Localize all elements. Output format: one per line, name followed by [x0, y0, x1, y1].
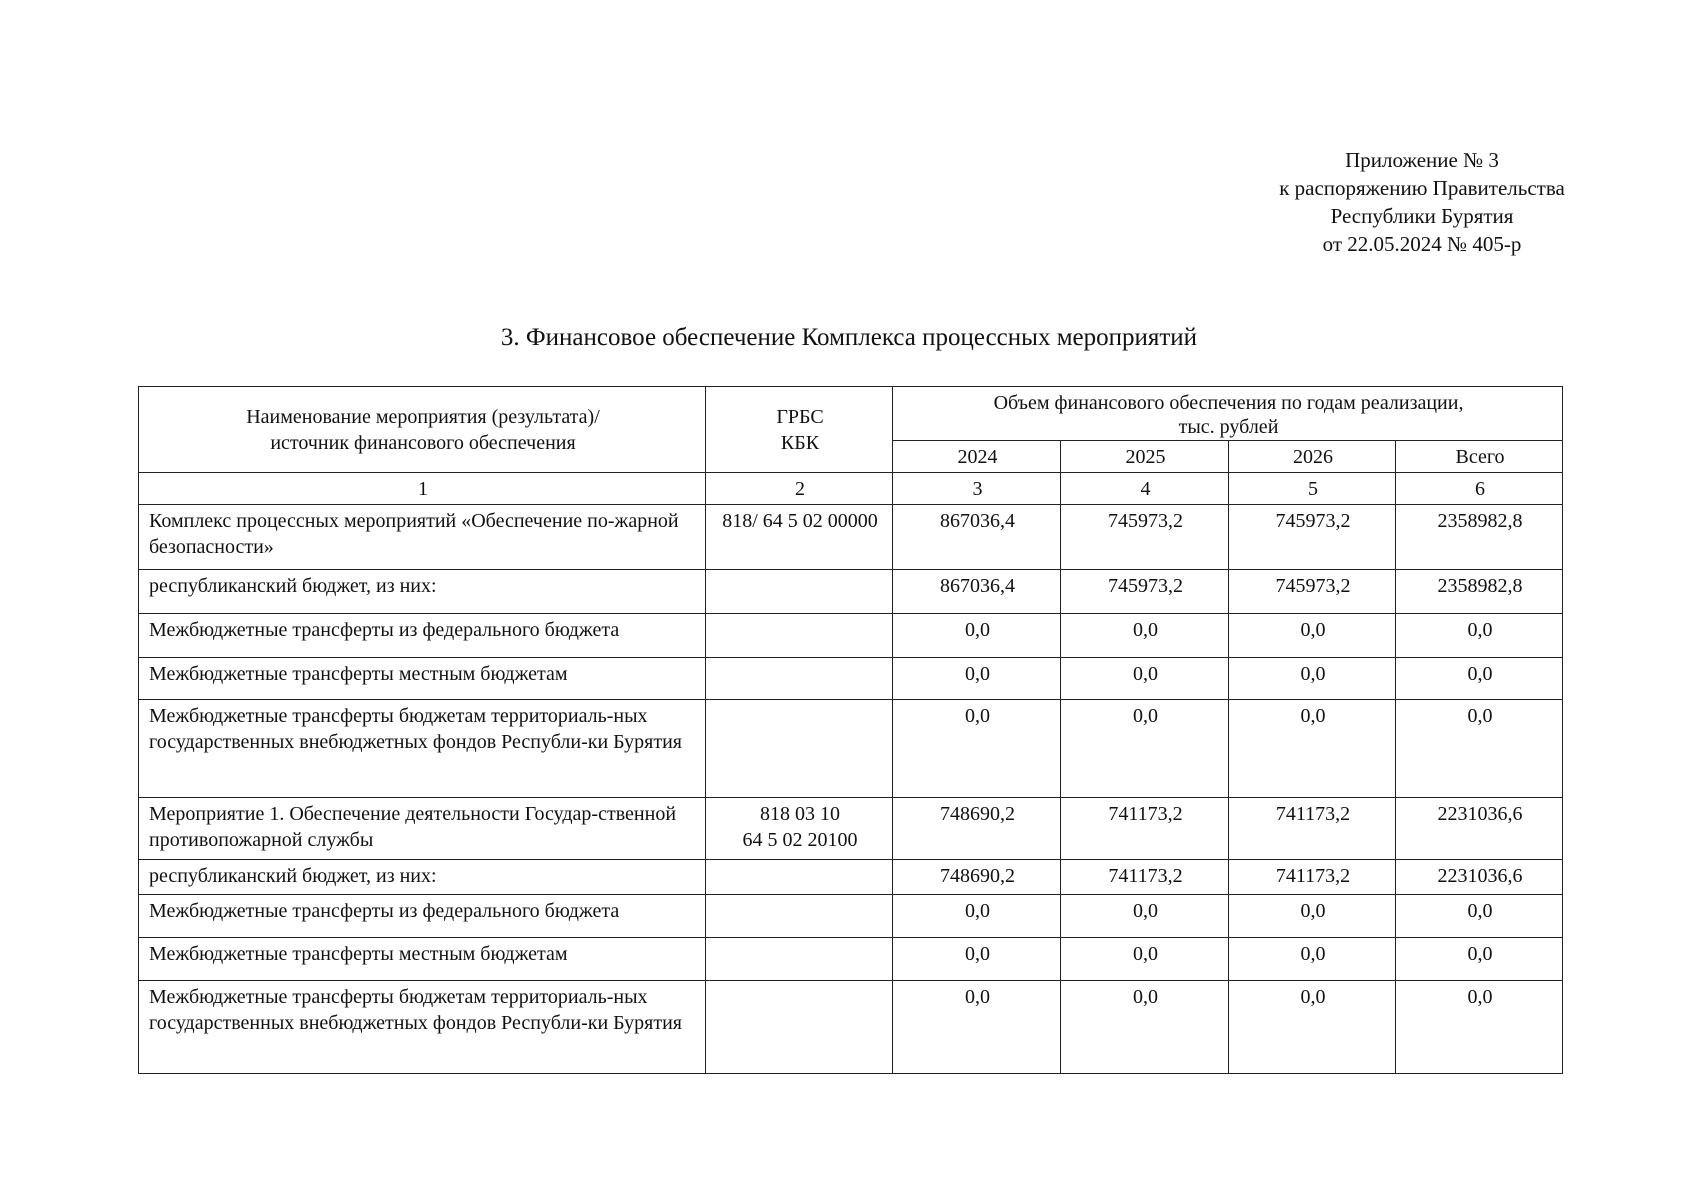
table-row [139, 895, 1563, 938]
row-code [706, 938, 893, 981]
row-value-2026: 0,0 [1229, 614, 1396, 658]
header-row-1 [139, 387, 1563, 441]
header-name [139, 387, 706, 473]
row-value-2025: 745973,2 [1061, 570, 1229, 614]
row-code [706, 614, 893, 658]
appendix-date: от 22.05.2024 № 405-р [1322, 232, 1522, 256]
table-row [139, 614, 1563, 658]
row-value-2026: 0,0 [1229, 981, 1396, 1074]
row-value-2025: 0,0 [1061, 658, 1229, 700]
appendix-region: Республики Бурятия [1330, 204, 1514, 228]
row-code [706, 895, 893, 938]
row-value-total: 2358982,8 [1396, 505, 1563, 570]
column-number-row [139, 473, 1563, 505]
appendix-reference: к распоряжению Правительства [1279, 176, 1565, 200]
row-code [706, 860, 893, 895]
row-name: республиканский бюджет, из них: [139, 570, 706, 614]
column-number: 1 [139, 473, 706, 505]
row-code: 818/ 64 5 02 00000 [706, 505, 893, 570]
row-value-2026: 745973,2 [1229, 505, 1396, 570]
financing-table [138, 386, 1563, 1074]
appendix-block [1242, 146, 1602, 258]
column-number: 3 [893, 473, 1061, 505]
table-row [139, 938, 1563, 981]
row-value-2024: 0,0 [893, 658, 1061, 700]
row-value-2025: 0,0 [1061, 700, 1229, 798]
row-value-2024: 0,0 [893, 614, 1061, 658]
column-number: 4 [1061, 473, 1229, 505]
row-value-2024: 867036,4 [893, 570, 1061, 614]
header-name-line-2: источник финансового обеспечения [270, 432, 576, 454]
row-code [706, 570, 893, 614]
row-code-line-1: 818 03 10 [760, 803, 840, 825]
row-name: Межбюджетные трансферты местным бюджетам [139, 938, 706, 981]
row-value-2024: 748690,2 [893, 798, 1061, 860]
row-value-total: 0,0 [1396, 700, 1563, 798]
row-value-2025: 745973,2 [1061, 505, 1229, 570]
row-value-total: 2358982,8 [1396, 570, 1563, 614]
table-row [139, 505, 1563, 570]
table-row [139, 860, 1563, 895]
row-value-2025: 0,0 [1061, 895, 1229, 938]
row-name: Межбюджетные трансферты из федерального бюджета [139, 895, 706, 938]
row-name: Мероприятие 1. Обеспечение деятельности Государ-ственной противопожарной службы [139, 798, 706, 860]
header-year-2026: 2026 [1229, 441, 1396, 473]
header-year-2025: 2025 [1061, 441, 1229, 473]
row-name: республиканский бюджет, из них: [139, 860, 706, 895]
table-row [139, 700, 1563, 798]
header-total: Всего [1396, 441, 1563, 473]
row-value-2024: 0,0 [893, 895, 1061, 938]
row-value-2026: 0,0 [1229, 895, 1396, 938]
row-code [706, 981, 893, 1074]
row-value-2024: 867036,4 [893, 505, 1061, 570]
table-row [139, 570, 1563, 614]
row-code-line-2: 64 5 02 20100 [742, 829, 858, 851]
row-value-2026: 741173,2 [1229, 798, 1396, 860]
column-number: 5 [1229, 473, 1396, 505]
row-value-2025: 0,0 [1061, 938, 1229, 981]
row-name: Комплекс процессных мероприятий «Обеспечение по-жарной безопасности» [139, 505, 706, 570]
header-year-2024: 2024 [893, 441, 1061, 473]
column-number: 6 [1396, 473, 1563, 505]
column-number: 2 [706, 473, 893, 505]
header-volume-line-2: тыс. рублей [1178, 415, 1279, 438]
appendix-number: Приложение № 3 [1345, 148, 1499, 172]
row-value-2026: 0,0 [1229, 938, 1396, 981]
row-name: Межбюджетные трансферты бюджетам территориаль-ных государственных внебюджетных фондов Республи-ки Бурятия [139, 981, 706, 1074]
header-grbs-line-1: ГРБС [776, 406, 824, 428]
row-value-2026: 741173,2 [1229, 860, 1396, 895]
table-row [139, 798, 1563, 860]
row-code [706, 658, 893, 700]
row-value-total: 0,0 [1396, 895, 1563, 938]
header-grbs [706, 387, 893, 473]
row-value-2025: 741173,2 [1061, 860, 1229, 895]
row-value-2025: 0,0 [1061, 981, 1229, 1074]
row-name: Межбюджетные трансферты бюджетам территориаль-ных государственных внебюджетных фондов Республи-ки Бурятия [139, 700, 706, 798]
header-volume [893, 387, 1563, 441]
row-value-2025: 0,0 [1061, 614, 1229, 658]
row-value-total: 2231036,6 [1396, 798, 1563, 860]
row-name: Межбюджетные трансферты местным бюджетам [139, 658, 706, 700]
row-value-total: 0,0 [1396, 981, 1563, 1074]
row-value-2024: 0,0 [893, 700, 1061, 798]
row-name: Межбюджетные трансферты из федерального бюджета [139, 614, 706, 658]
header-volume-line-1: Объем финансового обеспечения по годам реализации, [993, 391, 1464, 414]
row-value-total: 2231036,6 [1396, 860, 1563, 895]
row-value-total: 0,0 [1396, 658, 1563, 700]
table-row [139, 658, 1563, 700]
row-value-2026: 745973,2 [1229, 570, 1396, 614]
row-value-total: 0,0 [1396, 938, 1563, 981]
row-value-2024: 0,0 [893, 938, 1061, 981]
row-value-2026: 0,0 [1229, 658, 1396, 700]
row-code [706, 700, 893, 798]
row-code [706, 798, 893, 860]
header-grbs-line-2: КБК [780, 432, 820, 454]
row-value-2024: 0,0 [893, 981, 1061, 1074]
row-value-2024: 748690,2 [893, 860, 1061, 895]
table-row [139, 981, 1563, 1074]
header-name-line-1: Наименование мероприятия (результата)/ [246, 406, 600, 428]
section-title: 3. Финансовое обеспечение Комплекса процессных мероприятий [500, 324, 1198, 351]
row-value-2026: 0,0 [1229, 700, 1396, 798]
row-value-total: 0,0 [1396, 614, 1563, 658]
row-value-2025: 741173,2 [1061, 798, 1229, 860]
